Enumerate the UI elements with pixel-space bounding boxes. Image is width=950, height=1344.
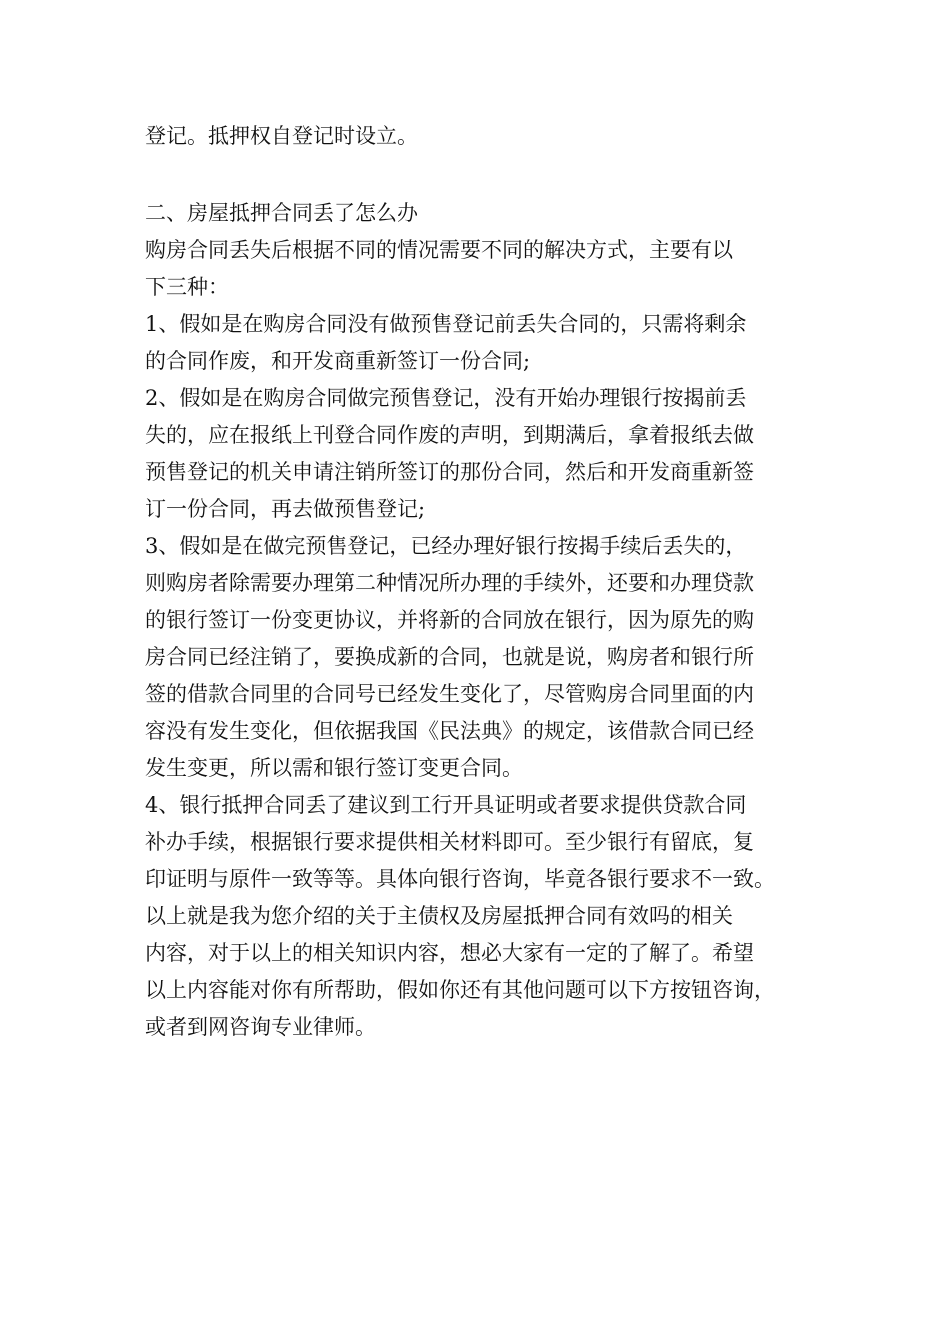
text-line: 登记。抵押权自登记时设立。 <box>145 124 418 148</box>
text-line: 订一份合同，再去做预售登记; <box>145 497 426 521</box>
text-line: 内容，对于以上的相关知识内容，想必大家有一定的了解了。希望 <box>145 941 754 965</box>
section-heading: 二、房屋抵押合同丢了怎么办 <box>145 201 418 225</box>
text-line: 以上内容能对你有所帮助，假如你还有其他问题可以下方按钮咨询， <box>145 978 775 1002</box>
text-line: 3、假如是在做完预售登记，已经办理好银行按揭手续后丢失的， <box>145 534 747 558</box>
text-line: 签的借款合同里的合同号已经发生变化了，尽管购房合同里面的内 <box>145 682 754 706</box>
text-line: 预售登记的机关申请注销所签订的那份合同，然后和开发商重新签 <box>145 460 754 484</box>
text-line: 下三种： <box>145 275 229 299</box>
text-line: 2、假如是在购房合同做完预售登记，没有开始办理银行按揭前丢 <box>145 386 747 410</box>
text-line: 失的，应在报纸上刊登合同作废的声明，到期满后，拿着报纸去做 <box>145 423 754 447</box>
text-line: 1、假如是在购房合同没有做预售登记前丢失合同的，只需将剩余 <box>145 312 747 336</box>
text-line: 房合同已经注销了，要换成新的合同，也就是说，购房者和银行所 <box>145 645 754 669</box>
text-line: 印证明与原件一致等等。具体向银行咨询，毕竟各银行要求不一致。 <box>145 867 775 891</box>
text-line: 以上就是我为您介绍的关于主债权及房屋抵押合同有效吗的相关 <box>145 904 733 928</box>
text-line: 容没有发生变化，但依据我国《民法典》的规定，该借款合同已经 <box>145 719 754 743</box>
text-line: 的银行签订一份变更协议，并将新的合同放在银行，因为原先的购 <box>145 608 754 632</box>
text-line: 或者到网咨询专业律师。 <box>145 1015 376 1039</box>
text-line: 发生变更，所以需和银行签订变更合同。 <box>145 756 523 780</box>
text-line: 则购房者除需要办理第二种情况所办理的手续外，还要和办理贷款 <box>145 571 754 595</box>
text-line: 补办手续，根据银行要求提供相关材料即可。至少银行有留底，复 <box>145 830 754 854</box>
text-line: 4、银行抵押合同丢了建议到工行开具证明或者要求提供贷款合同 <box>145 793 747 817</box>
text-line: 的合同作废，和开发商重新签订一份合同; <box>145 349 531 373</box>
text-line: 购房合同丢失后根据不同的情况需要不同的解决方式，主要有以 <box>145 238 733 262</box>
